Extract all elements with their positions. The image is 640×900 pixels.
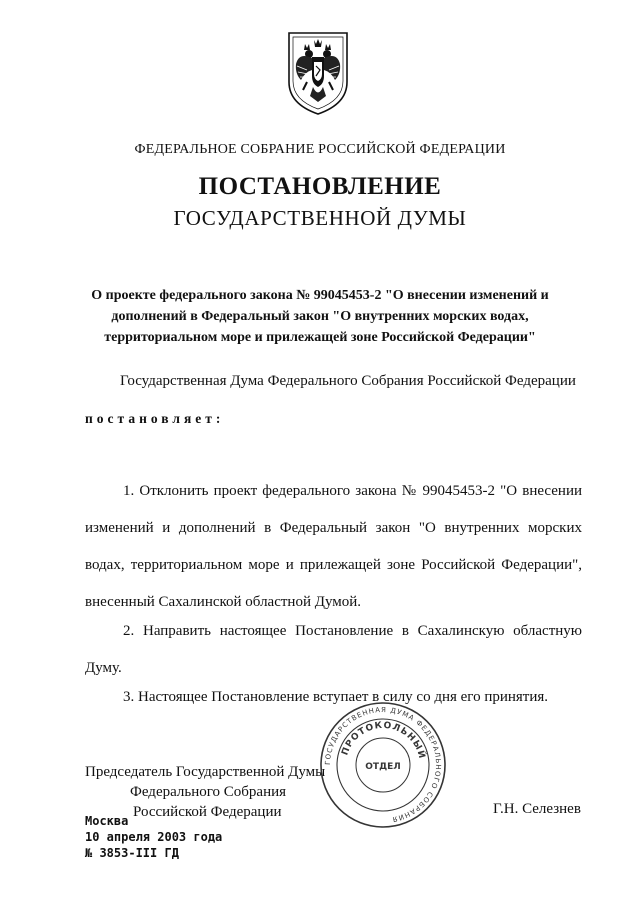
intro-text: Государственная Дума Федерального Собрания Российской Федерации [120,373,576,389]
date: 10 апреля 2003 года [85,830,223,844]
item-2 [85,613,582,687]
signatory-title: Российской Федерации [133,804,282,820]
signatory-name: Г.Н. Селезнев [493,801,581,817]
item-3: 3. Настоящее Постановление вступает в силу со дня его принятия. [123,689,549,705]
item-1-line: изменений и дополнений в Федеральный закон "О внутренних морских [85,520,582,536]
subject-line: О проекте федерального закона № 99045453-2 "О внесении изменений и [91,288,549,303]
item-1 [85,473,582,621]
protocol-stamp [318,700,448,830]
item-2-line: Думу. [85,660,122,676]
subject-line: дополнений в Федеральный закон "О внутренних морских водах, [111,309,529,324]
place: Москва [85,814,129,828]
signatory-title: Федерального Собрания [130,784,287,800]
item-1-line: водах, территориальном море и прилежащей зоне Российской Федерации", [85,557,582,573]
subject-line: территориальном море и прилежащей зоне Российской Федерации" [104,330,536,345]
coat-of-arms-icon [285,30,351,116]
assembly-heading: ФЕДЕРАЛЬНОЕ СОБРАНИЕ РОССИЙСКОЙ ФЕДЕРАЦИИ [134,142,506,157]
stamp-outer-text: ГОСУДАРСТВЕННАЯ ДУМА ФЕДЕРАЛЬНОГО СОБРАНИЯ [323,705,443,824]
document-number: № 3853-III ГД [85,846,179,860]
stamp-center-text: ОТДЕЛ [365,762,401,772]
subject-heading [0,285,640,348]
svg-text:ПРОТОКОЛЬНЫЙ [340,721,428,761]
item-2-line: 2. Направить настоящее Постановление в Сахалинскую областную [123,623,582,639]
decree-word: постановляет: [85,411,225,426]
signatory-title: Председатель Государственной Думы [85,764,326,780]
document-subtitle: ГОСУДАРСТВЕННОЙ ДУМЫ [173,206,467,230]
document-title: ПОСТАНОВЛЕНИЕ [198,173,442,200]
item-1-line: 1. Отклонить проект федерального закона № 99045453-2 "О внесении [123,483,582,499]
stamp-inner-text: ПРОТОКОЛЬНЫЙ [340,720,427,761]
item-1-line: внесенный Сахалинской областной Думой. [85,594,362,610]
